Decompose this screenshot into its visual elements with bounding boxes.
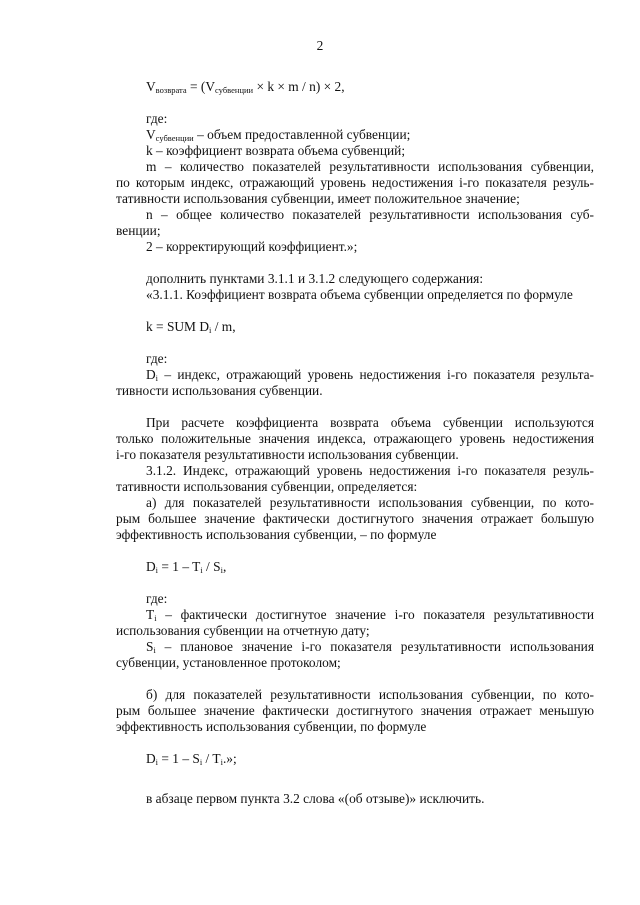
- formula-v-return: $V_{возврата} = (V_{субвенции} \times k \times m / n) \times 2$,: [146, 79, 345, 95]
- definition-k: k – коэффициент возврата объема субвенций;: [146, 143, 406, 158]
- definition-v: $V_{субвенции}$ – объем предоставленной субвенции;: [146, 127, 411, 143]
- subpoint-b-line1: б) для показателей результативности использования субвенции, по кото-: [146, 687, 594, 702]
- definition-s-line1: $S_i$ – плановое значение i-го показателя результативности использования: [146, 639, 594, 655]
- point-3-1-1: «3.1.1. Коэффициент возврата объема субвенции определяется по формуле: [146, 287, 573, 302]
- where-label-2: где:: [146, 351, 168, 366]
- definition-m-line1: m – количество показателей результативности использования субвенции,: [146, 159, 594, 174]
- definition-m-line2: по которым индекс, отражающий уровень недостижения i-го показателя резуль-: [116, 175, 594, 190]
- definition-t-line1: $T_i$ – фактически достигнутое значение i-го показателя результативности: [146, 607, 594, 623]
- calc-paragraph-line3: i-го показателя результативности использования субвенции.: [116, 447, 459, 462]
- definition-n-line2: венции;: [116, 223, 161, 238]
- where-label-1: где:: [146, 111, 168, 126]
- definition-d-line2: тивности использования субвенции.: [116, 383, 323, 398]
- subpoint-a-line2: рым большее значение фактически достигнутого значения отражает большую: [116, 511, 594, 526]
- formula-d-b: $D_i = 1 - S_i / T_i$.»;: [146, 751, 237, 767]
- definition-d-line1: $D_i$ – индекс, отражающий уровень недостижения i-го показателя результа-: [146, 367, 594, 383]
- definition-m-line3: тативности использования субвенции, имеет положительное значение;: [116, 191, 520, 206]
- where-label-3: где:: [146, 591, 168, 606]
- calc-paragraph-line1: При расчете коэффициента возврата объема субвенции используются: [146, 415, 594, 430]
- subpoint-a-line1: а) для показателей результативности использования субвенции, по кото-: [146, 495, 594, 510]
- point-3-1-2-line1: 3.1.2. Индекс, отражающий уровень недостижения i-го показателя резуль-: [146, 463, 594, 478]
- definition-t-line2: использования субвенции на отчетную дату;: [116, 623, 370, 638]
- formula-k: k = SUM $D_i$ / m,: [146, 319, 236, 335]
- amendment-add-points: дополнить пунктами 3.1.1 и 3.1.2 следующего содержания:: [146, 271, 484, 286]
- definition-2: 2 – корректирующий коэффициент.»;: [146, 239, 358, 254]
- definition-s-line2: субвенции, установленное протоколом;: [116, 655, 341, 670]
- point-3-1-2-line2: тативности использования субвенции, определяется:: [116, 479, 418, 494]
- subpoint-b-line3: эффективность использования субвенции, по формуле: [116, 719, 427, 734]
- amendment-exclude-words: в абзаце первом пункта 3.2 слова «(об отзыве)» исключить.: [146, 791, 485, 806]
- subpoint-a-line3: эффективность использования субвенции, – по формуле: [116, 527, 437, 542]
- definition-n-line1: n – общее количество показателей результативности использования суб-: [146, 207, 594, 222]
- page-number: 2: [316, 38, 324, 53]
- calc-paragraph-line2: только положительные значения индекса, отражающего уровень недостижения: [116, 431, 594, 446]
- formula-d-a: $D_i = 1 - T_i / S_i$,: [146, 559, 227, 575]
- subpoint-b-line2: рым большее значение фактически достигнутого значения отражает меньшую: [116, 703, 594, 718]
